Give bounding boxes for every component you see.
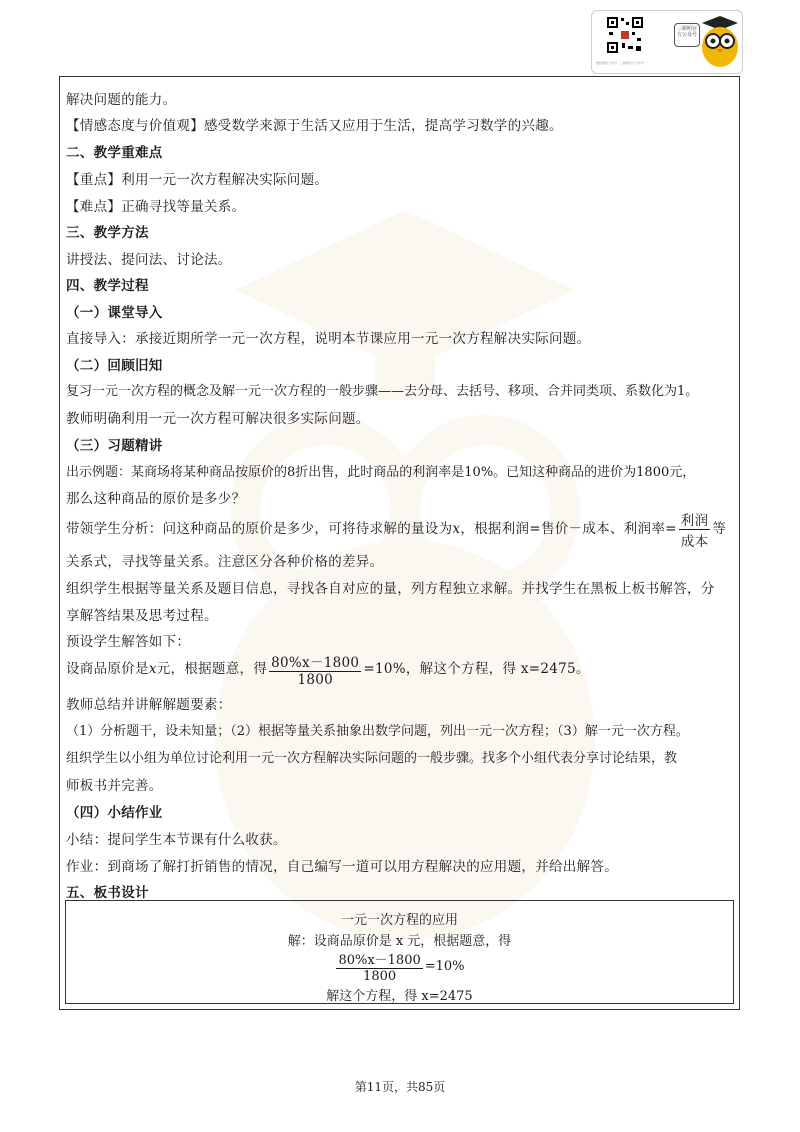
board-line: 解这个方程，得 x=2475 (326, 989, 473, 1004)
equation-fraction (269, 651, 361, 688)
text-line: 直接导入：承接近期所学一元一次方程，说明本节课应用一元一次方程解决实际问题。 (66, 331, 591, 347)
equation-fraction (336, 949, 422, 984)
board-line: 解：设商品原价是 x 元，根据题意，得 (287, 934, 512, 949)
text-line: 预设学生解答如下： (66, 634, 191, 650)
text-line: 关系式，寻找等量关系。注意区分各种价格的差异。 (66, 554, 384, 570)
text-line: 那么这种商品的原价是多少？ (66, 491, 246, 507)
text-line: 教师明确利用一元一次方程可解决很多实际问题。 (66, 411, 370, 427)
subsection-heading: （三）习题精讲 (66, 438, 163, 454)
speech-bubble: 三顾明官方公众号 (674, 23, 700, 47)
profit-rate-fraction (679, 509, 711, 550)
owl-mascot-icon (698, 13, 742, 69)
variable-x: x (148, 661, 157, 677)
text-line: 小结：提问学生本节课有什么收获。 (66, 832, 287, 848)
text-line: 师板书并完善。 (66, 778, 163, 794)
header-badge (591, 10, 743, 74)
solution-suffix: ，解这个方程，得 x=2475。 (405, 661, 590, 677)
fraction-denominator: 成本 (680, 534, 709, 550)
subsection-heading: （二）回顾旧知 (66, 358, 163, 374)
text-line: 讲授法、提问法、讨论法。 (66, 252, 232, 268)
text-line: 解决问题的能力。 (66, 92, 177, 108)
text-line: 组织学生以小组为单位讨论利用一元一次方程解决实际问题的一般步骤。找多个小组代表分享讨论结果，教 (66, 751, 678, 766)
text-line: 组织学生根据等量关系及题目信息，寻找各自对应的量，列方程独立求解。并找学生在黑板上板书解答，分 (66, 581, 715, 597)
text-line: 【情感态度与价值观】感受数学来源于生活又应用于生活，提高学习数学的兴趣。 (66, 118, 563, 134)
text-line: 作业：到商场了解打折销售的情况，自己编写一道可以用方程解决的应用题，并给出解答。 (66, 859, 618, 875)
text-line: 教师总结并讲解解题要素： (66, 697, 232, 713)
qr-code-icon (606, 16, 644, 54)
analysis-line (66, 509, 726, 550)
equation-equals: =10% (363, 661, 406, 677)
text-line: 【难点】正确寻找等量关系。 (66, 199, 246, 215)
analysis-suffix: 等 (712, 521, 727, 537)
solution-prefix: 设商品原价是 (66, 661, 149, 677)
subsection-heading: （一）课堂导入 (66, 305, 163, 321)
fraction-numerator: 利润 (679, 509, 711, 530)
section-heading: 三、教学方法 (66, 225, 149, 241)
board-title: 一元一次方程的应用 (340, 913, 458, 928)
text-line: （1）分析题干，设未知量；（2）根据等量关系抽象出数学问题，列出一元一次方程；（3）解一元一次方程。 (66, 724, 689, 739)
analysis-middle: ，根据利润=售价－成本、利润率= (460, 521, 677, 537)
fraction-denominator: 1800 (297, 672, 334, 688)
section-heading: 五、板书设计 (66, 885, 149, 901)
text-line: 出示例题：某商场将某种商品按原价的8折出售，此时商品的利润率是10%。已知这种商品的进价为1800元， (66, 465, 696, 480)
section-heading: 四、教学过程 (66, 278, 149, 294)
equation-equals: =10% (424, 959, 465, 974)
text-line: 【重点】利用一元一次方程解决实际问题。 (66, 172, 329, 188)
blackboard-design-box (65, 900, 734, 1004)
board-equation (66, 949, 733, 984)
fraction-denominator: 1800 (363, 969, 397, 984)
page-number: 第11页，共85页 (354, 1080, 446, 1094)
fraction-numerator: 80%x－1800 (269, 651, 361, 672)
section-heading: 二、教学重难点 (66, 145, 163, 161)
fraction-numerator: 80%x－1800 (336, 949, 422, 969)
lesson-plan-frame (59, 76, 740, 1010)
analysis-prefix: 带领学生分析：问这种商品的原价是多少，可将待求解的量设为 (66, 521, 453, 537)
badge-fine-print: 微信搜索公众号 · 三顾明官方公众号 (596, 61, 644, 65)
solution-middle: 元，根据题意，得 (156, 661, 268, 677)
text-line: 复习一元一次方程的概念及解一元一次方程的一般步骤——去分母、去括号、移项、合并同类项、系数化为1。 (66, 384, 699, 399)
variable-x: x (452, 521, 461, 537)
subsection-heading: （四）小结作业 (66, 805, 163, 821)
solution-line (66, 651, 590, 688)
text-line: 享解答结果及思考过程。 (66, 608, 218, 624)
